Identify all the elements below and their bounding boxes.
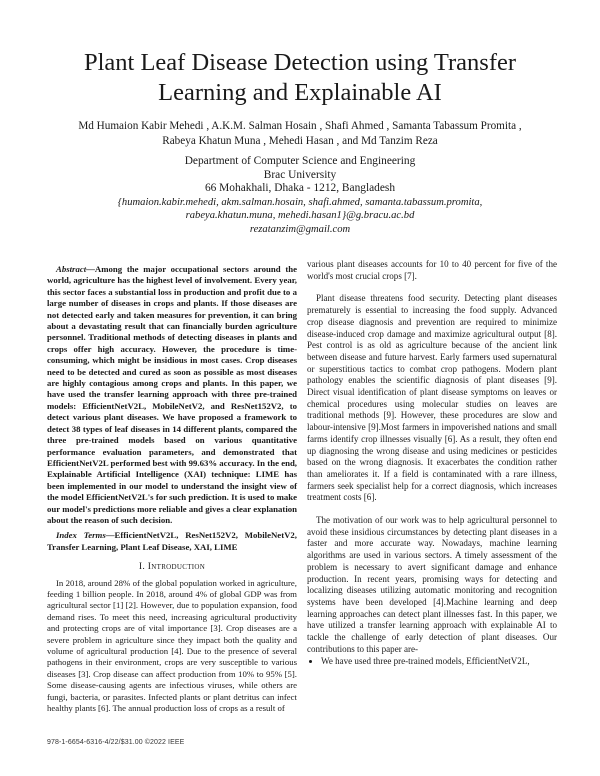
affiliation-university: Brac University (263, 168, 337, 181)
index-terms-text: —EfficientNetV2L, ResNet152V2, MobileNetV2, Transfer Learning, Plant Leaf Disease, XAI, LIME (47, 530, 297, 552)
intro-paragraph-1: In 2018, around 28% of the global population worked in agriculture, feeding 1 billion people. In 2018, around 4% of global GDP was from agricultural sector [1] [2]. However, due to population expansion, food demand rises. To meet this need, increasing agricultural productivity and protecting crops are of vital importance [3]. Crop diseases are a severe problem in agriculture since they impact both the quality and volume of agricultural production [4]. Due to the presence of several pathogens in their environment, crops are very susceptible to various diseases [3]. Crop disease can affect production from 10% to 95% [5]. Some disease-causing agents are infectious viruses, while others are fungi, bacteria, or parasites. Infected plants or plant detritus can infect healthy plants [6]. The annual production loss of crops as a result of (47, 577, 297, 714)
right-paragraph-continued: various plant diseases accounts for 10 to 40 percent for five of the world's most crucial crops [7]. (307, 259, 557, 281)
paper-title (40, 48, 560, 108)
right-paragraph-2: The motivation of our work was to help agricultural personnel to avoid these insidious circumstances by detecting plant diseases in a faster and more accurate way. Nowadays, machine learning algorithms are used in various sectors. A timely assessment of the problem is necessary to avert significant damage and enhance production. In recent years, promising ways for detecting and localizing diseases utilizing automatic monitoring and recognition systems have been developed [4].Machine learning and deep learning approaches can detect plant illnesses fast. In this paper, we have utilized a transfer learning approach with explainable AI to tackle the challenge of early detection of plant diseases. Our contributions to this paper are- (307, 515, 557, 654)
affiliation-block (40, 155, 560, 237)
contributions-list (307, 656, 557, 668)
affiliation-address: 66 Mohakhali, Dhaka - 1212, Bangladesh (204, 182, 396, 195)
index-terms-label: Index Terms (56, 530, 106, 541)
emails-line-3: rezatanzim@gmail.com (249, 223, 351, 235)
right-paragraph-1: Plant disease threatens food security. Detecting plant diseases prematurely is essential to increasing the food supply. Advanced crop disease diagnosis and prevention are required to minimize disease-induced crop damage and maximize agricultural output [8]. Pest control is as old as agriculture because of the ancient link between disease and future harvest. Early farmers used supernatural or superstitious tactics to combat crop pathogens. Modern plant pathology enables the scientific diagnosis of plant diseases [9]. Direct visual identification of plant disease symptoms on leaves or chemical procedures using molecular studies on leaves are traditional methods [9]. However, these procedures are slow and labour-intensive [9].Most farmers in impoverished nations and small farms identify crop illnesses visually [6]. As a result, they often end up diagnosing the wrong disease and using medicines or pesticides based on the wrong diagnosis. It exacerbates the condition rather than ameliorates it. If a field is contaminated with a rare illness, farmers seek specialist help for a correct diagnosis, which increases treatment costs [6]. (307, 293, 557, 503)
left-column (47, 264, 297, 714)
abstract (47, 264, 297, 526)
section-heading-introduction (47, 561, 297, 572)
abstract-text: —Among the major occupational sectors around the world, agriculture has the highest level of involvement. Every year, this sector faces a substantial loss in production and profit due to a large number of diseases in crops and plants. If those diseases are not detected early and taken measures for prevention, it can bring about a devastating result that can financially burden agriculture personnel. Traditional methods of detecting diseases in plants and crops offer high accuracy. However, the procedure is time-consuming, which might be insidious in most cases. Crop diseases need to be detected and cured as soon as possible as most diseases are highly contagious among crops and plants. In this paper, we have used the transfer learning approach with three pre-trained models: EfficientNetV2L, MobileNetV2, and ResNet152V2, to detect various plant diseases. We have proposed a framework to detect 38 types of leaf diseases in 14 different plants, compared the three pre-trained models based on various quantitative performance evaluation parameters, and demonstrated that EfficientNetV2L performed best with 99.63% accuracy. In the end, Explainable Artificial Intelligence (XAI) technique: LIME has been implemented in our model to understand the insight view of the model EfficientNetV2L's for such prediction. It is used to make our model's predictions more reliable and gives a clear explanation about the reason of such decision. (47, 264, 297, 525)
affiliation-department: Department of Computer Science and Engineering (184, 155, 416, 167)
section-number: I. (138, 561, 146, 573)
section-title: Introduction (147, 561, 206, 573)
index-terms (47, 530, 297, 553)
title-line-2: Learning and Explainable AI (158, 79, 442, 106)
right-column (307, 259, 557, 667)
abstract-label: Abstract (56, 264, 87, 274)
authors-line-1: Md Humaion Kabir Mehedi , A.K.M. Salman Hosain , Shafi Ahmed , Samanta Tabassum Promita , (78, 120, 522, 132)
contribution-item: • We have used three pre-trained models, EfficientNetV2L, (321, 656, 557, 668)
authors-line-2: Rabeya Khatun Muna , Mehedi Hasan , and Md Tanzim Reza (162, 134, 438, 147)
author-list (40, 119, 560, 148)
copyright-footer: 978-1-6654-6316-4/22/$31.00 ©2022 IEEE (47, 739, 185, 746)
title-line-1: Plant Leaf Disease Detection using Transfer (83, 49, 517, 76)
emails-line-2: rabeya.khatun.muna, mehedi.hasan1}@g.bracu.ac.bd (185, 210, 415, 222)
emails-line-1: {humaion.kabir.mehedi, akm.salman.hosain, shafi.ahmed, samanta.tabassum.promita, (117, 196, 483, 208)
